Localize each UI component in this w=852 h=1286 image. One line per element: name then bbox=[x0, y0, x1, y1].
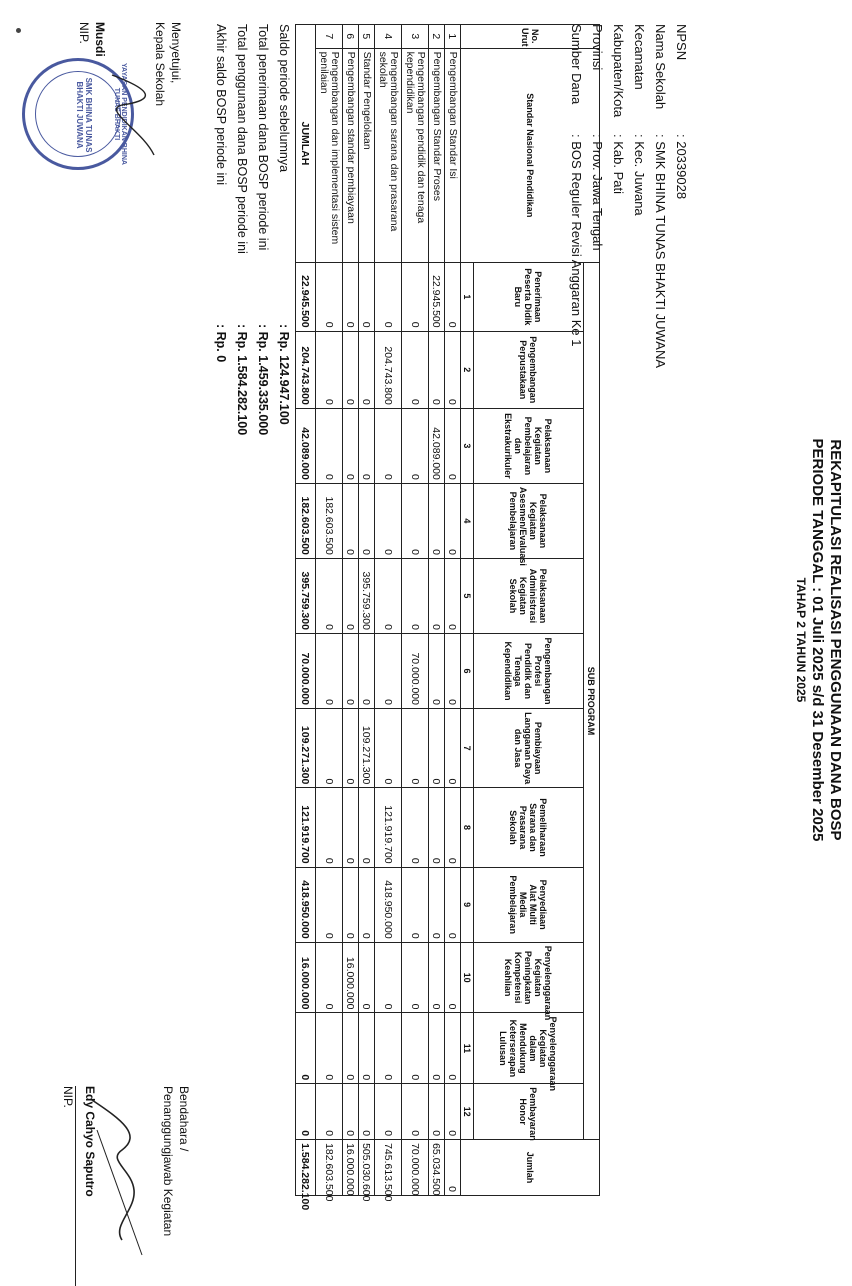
cell-value: 0 bbox=[402, 867, 429, 942]
summary-label: Akhir saldo BOSP periode ini bbox=[214, 24, 228, 185]
summary-row bbox=[273, 24, 294, 435]
subprogram-header: Pembiayaan Langganan Daya dan Jasa bbox=[474, 709, 584, 788]
row-total: 16.000.000 bbox=[343, 1140, 359, 1196]
subprogram-number: 5 bbox=[461, 558, 474, 633]
cell-value: 0 bbox=[343, 633, 359, 708]
row-total: 745.613.500 bbox=[375, 1140, 402, 1196]
report-title: REKAPITULASI REALISASI PENGGUNAAN DANA BOSP bbox=[827, 439, 844, 841]
row-name: Pengembangan Standar Isi bbox=[445, 48, 461, 262]
row-name: Pengembangan Standar Proses bbox=[429, 48, 445, 262]
cell-value: 22.945.500 bbox=[429, 263, 445, 332]
cell-value: 0 bbox=[359, 1013, 375, 1084]
cell-value: 395.759.300 bbox=[359, 558, 375, 633]
cell-value: 0 bbox=[375, 483, 402, 558]
cell-value: 0 bbox=[445, 408, 461, 483]
cell-value: 0 bbox=[402, 1013, 429, 1084]
cell-value: 0 bbox=[429, 867, 445, 942]
principal-signature bbox=[102, 70, 162, 160]
summary-value: : Rp. 124.947.100 bbox=[277, 324, 291, 425]
subprogram-header: Pembayaran Honor bbox=[474, 1084, 584, 1140]
cell-value: 0 bbox=[429, 942, 445, 1013]
cell-value: 0 bbox=[445, 263, 461, 332]
table-row bbox=[316, 25, 343, 1196]
table-row bbox=[429, 25, 445, 1196]
info-value: : Kec. Juwana bbox=[632, 134, 647, 216]
cell-value: 0 bbox=[359, 263, 375, 332]
cell-value: 0 bbox=[429, 331, 445, 408]
cell-value: 0 bbox=[343, 709, 359, 788]
treasurer-signature bbox=[82, 1090, 152, 1270]
subprogram-header: Penyelenggaraan Kegiatan Peningkatan Kompetensi Keahlian bbox=[474, 942, 584, 1013]
cell-value: 0 bbox=[375, 408, 402, 483]
treasurer-nip: NIP. bbox=[61, 1086, 75, 1108]
info-label: Kecamatan bbox=[632, 24, 647, 90]
report-period: PERIODE TANGGAL : 01 Juli 2025 s/d 31 Desember 2025 bbox=[809, 438, 826, 842]
cell-value: 0 bbox=[316, 709, 343, 788]
cell-value: 0 bbox=[359, 1084, 375, 1140]
row-number: 1 bbox=[445, 25, 461, 49]
cell-value: 182.603.500 bbox=[316, 483, 343, 558]
summary-row bbox=[231, 24, 252, 435]
total-value: 121.919.700 bbox=[296, 788, 316, 867]
info-value: : Prov. Jawa Tengah bbox=[590, 134, 605, 251]
subprogram-number: 8 bbox=[461, 788, 474, 867]
cell-value: 0 bbox=[445, 788, 461, 867]
col-subprogram-header: SUB PROGRAM bbox=[584, 263, 600, 1140]
total-value: 42.089.000 bbox=[296, 408, 316, 483]
subprogram-number: 12 bbox=[461, 1084, 474, 1140]
cell-value: 0 bbox=[402, 1084, 429, 1140]
row-number: 6 bbox=[343, 25, 359, 49]
info-value: : SMK BHINA TUNAS BHAKTI JUWANA bbox=[653, 134, 668, 369]
cell-value: 0 bbox=[343, 483, 359, 558]
row-name: Pengembangan pendidik dan tenaga kependidikan bbox=[402, 48, 429, 262]
total-value: 204.743.800 bbox=[296, 331, 316, 408]
cell-value: 418.950.000 bbox=[375, 867, 402, 942]
cell-value: 0 bbox=[375, 1013, 402, 1084]
cell-value: 0 bbox=[402, 558, 429, 633]
subprogram-header: Pemeliharaan Sarana dan Prasarana Sekolah bbox=[474, 788, 584, 867]
cell-value: 0 bbox=[316, 263, 343, 332]
cell-value: 0 bbox=[343, 558, 359, 633]
cell-value: 0 bbox=[375, 558, 402, 633]
total-value: 182.603.500 bbox=[296, 483, 316, 558]
cell-value: 0 bbox=[402, 709, 429, 788]
cell-value: 0 bbox=[445, 942, 461, 1013]
cell-value: 0 bbox=[375, 263, 402, 332]
cell-value: 0 bbox=[359, 408, 375, 483]
row-name: Pengembangan standar pembiayaan bbox=[343, 48, 359, 262]
subprogram-header: Penyediaan Alat Multi Media Pembelajaran bbox=[474, 867, 584, 942]
subprogram-number: 9 bbox=[461, 867, 474, 942]
cell-value: 0 bbox=[316, 788, 343, 867]
approval-label: Menyetujui, bbox=[169, 22, 183, 84]
cell-value: 0 bbox=[402, 942, 429, 1013]
treasurer-sign-line bbox=[75, 1086, 76, 1286]
summary-label: Total penerimaan dana BOSP periode ini bbox=[256, 24, 270, 251]
cell-value: 0 bbox=[316, 633, 343, 708]
cell-value: 0 bbox=[359, 633, 375, 708]
subprogram-header: Penyelenggaraan Kegiatan dalam Mendukung Keterserapan Lulusan bbox=[474, 1013, 584, 1084]
principal-title: Kepala Sekolah bbox=[153, 22, 167, 107]
cell-value: 0 bbox=[445, 483, 461, 558]
info-value: : 20339028 bbox=[674, 134, 689, 200]
col-standar-header: Standar Nasional Pendidikan bbox=[461, 48, 600, 262]
row-number: 2 bbox=[429, 25, 445, 49]
cell-value: 0 bbox=[359, 867, 375, 942]
principal-nip: NIP. bbox=[77, 22, 91, 44]
subprogram-number: 2 bbox=[461, 331, 474, 408]
subprogram-number: 10 bbox=[461, 942, 474, 1013]
cell-value: 109.271.300 bbox=[359, 709, 375, 788]
info-label: Sumber Dana bbox=[569, 24, 584, 105]
cell-value: 0 bbox=[429, 483, 445, 558]
cell-value: 204.743.800 bbox=[375, 331, 402, 408]
cell-value: 0 bbox=[429, 558, 445, 633]
cell-value: 0 bbox=[445, 331, 461, 408]
header-row-1 bbox=[584, 25, 600, 1196]
table-row bbox=[343, 25, 359, 1196]
subprogram-number: 6 bbox=[461, 633, 474, 708]
info-value: : BOS Reguler Revisi Anggaran Ke 1 bbox=[569, 134, 584, 347]
subprogram-number: 1 bbox=[461, 263, 474, 332]
subprogram-header: Pelaksanaan Kegiatan Asesmen/Evaluasi Pembelajaran bbox=[474, 483, 584, 558]
total-row bbox=[296, 25, 316, 1196]
total-value: 395.759.300 bbox=[296, 558, 316, 633]
summary-value: : Rp. 1.584.282.100 bbox=[235, 324, 249, 436]
cell-value: 0 bbox=[316, 558, 343, 633]
row-name: Standar Pengelolaan bbox=[359, 48, 375, 262]
table-row bbox=[445, 25, 461, 1196]
col-no-header: No. Urut bbox=[461, 25, 600, 49]
total-value: 0 bbox=[296, 1084, 316, 1140]
cell-value: 0 bbox=[402, 263, 429, 332]
cell-value: 42.089.000 bbox=[429, 408, 445, 483]
treasurer-name: Edy Cahyo Saputro bbox=[83, 1086, 97, 1197]
cell-value: 0 bbox=[375, 633, 402, 708]
principal-name: Musdi bbox=[93, 22, 107, 57]
info-row bbox=[629, 24, 650, 368]
row-total: 65.034.500 bbox=[429, 1140, 445, 1196]
total-value: 22.945.500 bbox=[296, 263, 316, 332]
info-row bbox=[671, 24, 692, 368]
row-number: 4 bbox=[375, 25, 402, 49]
row-number: 7 bbox=[316, 25, 343, 49]
cell-value: 0 bbox=[429, 709, 445, 788]
treasurer-title-2: Penanggungjawab Kegiatan bbox=[161, 1086, 175, 1237]
cell-value: 0 bbox=[316, 331, 343, 408]
info-label: Nama Sekolah bbox=[653, 24, 668, 110]
cell-value: 70.000.000 bbox=[402, 633, 429, 708]
cell-value: 0 bbox=[402, 788, 429, 867]
cell-value: 0 bbox=[343, 788, 359, 867]
row-total: 70.000.000 bbox=[402, 1140, 429, 1196]
cell-value: 0 bbox=[343, 867, 359, 942]
cell-value: 0 bbox=[343, 408, 359, 483]
info-value: : Kab. Pati bbox=[611, 134, 626, 194]
cell-value: 16.000.000 bbox=[343, 942, 359, 1013]
total-value: 418.950.000 bbox=[296, 867, 316, 942]
cell-value: 0 bbox=[375, 942, 402, 1013]
treasurer-title-1: Bendahara / bbox=[177, 1086, 191, 1152]
cell-value: 0 bbox=[429, 1013, 445, 1084]
cell-value: 0 bbox=[402, 408, 429, 483]
cell-value: 0 bbox=[429, 788, 445, 867]
stamp-rim-text: YAYASAN PENDIDIKAN BHINA TUNAS BHAKTI bbox=[113, 63, 127, 165]
cell-value: 0 bbox=[343, 263, 359, 332]
summary-value: : Rp. 1.459.335.000 bbox=[256, 324, 270, 436]
cell-value: 0 bbox=[359, 942, 375, 1013]
cell-value: 0 bbox=[316, 408, 343, 483]
cell-value: 0 bbox=[445, 867, 461, 942]
row-number: 5 bbox=[359, 25, 375, 49]
report-stage: TAHAP 2 TAHUN 2025 bbox=[794, 577, 808, 703]
cell-value: 0 bbox=[316, 1084, 343, 1140]
cell-value: 0 bbox=[402, 483, 429, 558]
summary-value: : Rp. 0 bbox=[214, 324, 228, 363]
row-name: Pengembangan dan implementasi sistem penilaian bbox=[316, 48, 343, 262]
subprogram-number: 7 bbox=[461, 709, 474, 788]
cell-value: 0 bbox=[402, 331, 429, 408]
info-row bbox=[650, 24, 671, 368]
recap-table bbox=[295, 24, 600, 1211]
cell-value: 121.919.700 bbox=[375, 788, 402, 867]
summary-row bbox=[252, 24, 273, 435]
cell-value: 0 bbox=[429, 1084, 445, 1140]
total-value: 70.000.000 bbox=[296, 633, 316, 708]
table-row bbox=[375, 25, 402, 1196]
total-value: 0 bbox=[296, 1013, 316, 1084]
table-row bbox=[402, 25, 429, 1196]
balance-summary bbox=[210, 24, 294, 435]
cell-value: 0 bbox=[316, 867, 343, 942]
row-number: 3 bbox=[402, 25, 429, 49]
row-total: 505.030.600 bbox=[359, 1140, 375, 1196]
summary-label: Saldo periode sebelumnya bbox=[277, 24, 291, 173]
total-label: JUMLAH bbox=[296, 25, 316, 263]
cell-value: 0 bbox=[316, 1013, 343, 1084]
stamp-center-text: SMK BHINA TUNAS BHAKTI JUWANA bbox=[75, 77, 93, 153]
info-label: Kabupaten/Kota bbox=[611, 24, 626, 118]
cell-value: 0 bbox=[445, 1013, 461, 1084]
table-row bbox=[359, 25, 375, 1196]
cell-value: 0 bbox=[316, 942, 343, 1013]
row-total: 0 bbox=[445, 1140, 461, 1196]
subprogram-header: Pengembangan Perpustakaan bbox=[474, 331, 584, 408]
info-label: Provinsi bbox=[590, 24, 605, 71]
cell-value: 0 bbox=[343, 331, 359, 408]
row-total: 182.603.500 bbox=[316, 1140, 343, 1196]
info-label: NPSN bbox=[674, 24, 689, 61]
cell-value: 0 bbox=[445, 1084, 461, 1140]
info-row bbox=[608, 24, 629, 368]
cell-value: 0 bbox=[359, 331, 375, 408]
cell-value: 0 bbox=[445, 633, 461, 708]
cell-value: 0 bbox=[359, 483, 375, 558]
col-jumlah-header: Jumlah bbox=[461, 1140, 600, 1196]
subprogram-number: 3 bbox=[461, 408, 474, 483]
summary-label: Total penggunaan dana BOSP periode ini bbox=[235, 24, 249, 254]
subprogram-number: 11 bbox=[461, 1013, 474, 1084]
subprogram-header: Penerimaan Peserta Didik Baru bbox=[474, 263, 584, 332]
row-name: Pengembangan sarana dan prasarana sekolah bbox=[375, 48, 402, 262]
subprogram-header: Pengembangan Profesi Pendidik dan Tenaga Kependidikan bbox=[474, 633, 584, 708]
total-value: 109.271.300 bbox=[296, 709, 316, 788]
subprogram-number: 4 bbox=[461, 483, 474, 558]
cell-value: 0 bbox=[375, 709, 402, 788]
cell-value: 0 bbox=[429, 633, 445, 708]
grand-total: 1.584.282.100 bbox=[296, 1140, 316, 1196]
total-value: 16.000.000 bbox=[296, 942, 316, 1013]
cell-value: 0 bbox=[359, 788, 375, 867]
cell-value: 0 bbox=[343, 1013, 359, 1084]
summary-row bbox=[210, 24, 231, 435]
subprogram-header: Pelaksanaan Administrasi Kegiatan Sekolah bbox=[474, 558, 584, 633]
cell-value: 0 bbox=[445, 709, 461, 788]
subprogram-header: Pelaksanaan Kegiatan Pembelajaran dan Ekstrakurikuler bbox=[474, 408, 584, 483]
cell-value: 0 bbox=[343, 1084, 359, 1140]
cell-value: 0 bbox=[445, 558, 461, 633]
cell-value: 0 bbox=[375, 1084, 402, 1140]
